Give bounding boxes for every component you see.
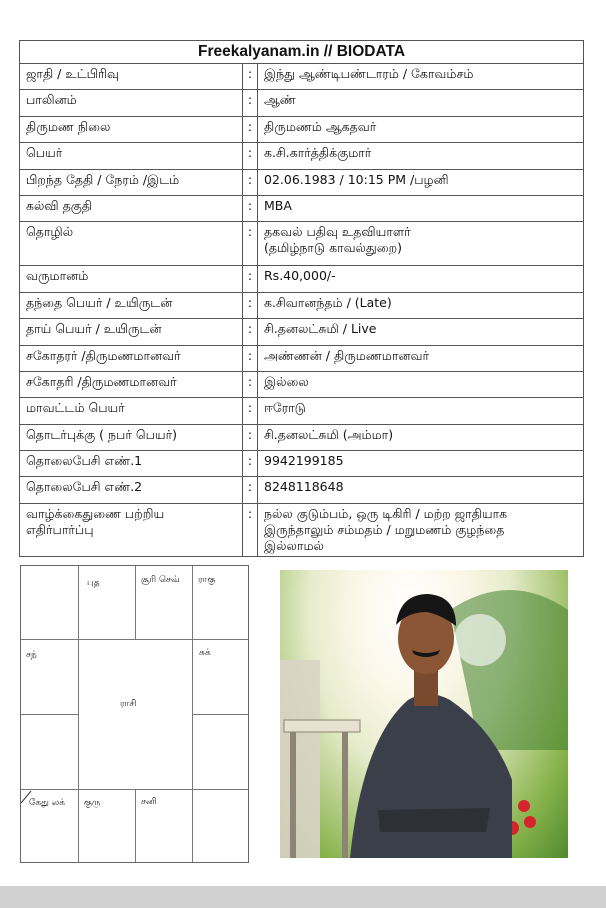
field-label: திருமண நிலை — [20, 116, 243, 142]
chart-line — [135, 789, 136, 862]
chart-line — [135, 566, 136, 639]
field-value: MBA — [258, 195, 584, 221]
field-label: பிறந்த தேதி / நேரம் /இடம் — [20, 169, 243, 195]
table-row — [20, 477, 584, 503]
field-separator: : — [243, 319, 258, 345]
house-9-planets: கேது லக் — [29, 798, 66, 808]
table-row — [20, 195, 584, 221]
field-label: சகோதரர் /திருமணமானவர் — [20, 345, 243, 371]
chart-line — [21, 714, 78, 715]
table-row — [20, 222, 584, 266]
field-label: மாவட்டம் பெயர் — [20, 398, 243, 424]
rasi-chart — [20, 565, 249, 863]
table-row — [20, 64, 584, 90]
field-label: தொலைபேசி எண்.2 — [20, 477, 243, 503]
field-value: ஈரோடு — [258, 398, 584, 424]
field-separator: : — [243, 266, 258, 292]
groom-photo-icon — [280, 570, 568, 858]
house-7-planets: சனி — [141, 797, 157, 807]
field-separator: : — [243, 64, 258, 90]
field-value: க.சி.கார்த்திக்குமார் — [258, 143, 584, 169]
field-separator: : — [243, 292, 258, 318]
field-label: ஜாதி / உட்பிரிவு — [20, 64, 243, 90]
table-row — [20, 90, 584, 116]
table-row — [20, 503, 584, 556]
field-value: இந்து ஆண்டிபண்டாரம் / கோவம்சம் — [258, 64, 584, 90]
field-label: தொடர்புக்கு ( நபர் பெயர்) — [20, 424, 243, 450]
field-separator: : — [243, 398, 258, 424]
field-value: ஆண் — [258, 90, 584, 116]
table-row — [20, 451, 584, 477]
field-value: சி.தனலட்சுமி (அம்மா) — [258, 424, 584, 450]
field-separator: : — [243, 143, 258, 169]
field-separator: : — [243, 222, 258, 266]
table-row — [20, 424, 584, 450]
footer-bar — [0, 886, 606, 908]
chart-center-label: ராசி — [120, 699, 137, 709]
profile-photo — [280, 570, 568, 858]
field-value: அண்ணன் / திருமணமானவர் — [258, 345, 584, 371]
field-value: திருமணம் ஆகதவர் — [258, 116, 584, 142]
chart-line — [21, 639, 248, 640]
field-value: க.சிவானந்தம் / (Late) — [258, 292, 584, 318]
field-label: தொழில் — [20, 222, 243, 266]
house-12-planets: சந் — [26, 650, 37, 660]
field-label: தந்தை பெயர் / உயிருடன் — [20, 292, 243, 318]
field-separator: : — [243, 477, 258, 503]
chart-line — [78, 566, 79, 862]
field-separator: : — [243, 116, 258, 142]
table-row — [20, 292, 584, 318]
table-row — [20, 371, 584, 397]
field-separator: : — [243, 169, 258, 195]
field-label: தாய் பெயர் / உயிருடன் — [20, 319, 243, 345]
house-2-planets: புத — [87, 578, 100, 588]
field-value: நல்ல குடும்பம், ஒரு டிகிரி / மற்ற ஜாதியாக இருந்தாலும் சம்மதம் / மறுமணம் குழந்தை இல்லாமல் — [258, 503, 584, 556]
chart-line — [192, 566, 193, 862]
field-label: கல்வி தகுதி — [20, 195, 243, 221]
field-separator: : — [243, 451, 258, 477]
table-row — [20, 266, 584, 292]
house-8-planets: குரு — [84, 798, 101, 808]
page-title: Freekalyanam.in // BIODATA — [20, 41, 584, 64]
house-3-planets: சூரி செவ் — [141, 575, 180, 585]
field-separator: : — [243, 371, 258, 397]
field-label: தொலைபேசி எண்.1 — [20, 451, 243, 477]
field-value: 9942199185 — [258, 451, 584, 477]
field-value: இல்லை — [258, 371, 584, 397]
biodata-table — [19, 40, 584, 557]
field-separator: : — [243, 345, 258, 371]
field-value: தகவல் பதிவு உதவியாளர் (தமிழ்நாடு காவல்துறை) — [258, 222, 584, 266]
field-label: வருமானம் — [20, 266, 243, 292]
chart-line — [192, 714, 248, 715]
field-label: பெயர் — [20, 143, 243, 169]
field-label: பாலினம் — [20, 90, 243, 116]
field-value: Rs.40,000/- — [258, 266, 584, 292]
field-label: சகோதரி /திருமணமானவர் — [20, 371, 243, 397]
table-row — [20, 319, 584, 345]
table-row — [20, 345, 584, 371]
table-row — [20, 116, 584, 142]
field-separator: : — [243, 503, 258, 556]
field-value: சி.தனலட்சுமி / Live — [258, 319, 584, 345]
field-separator: : — [243, 424, 258, 450]
table-row — [20, 143, 584, 169]
field-value: 02.06.1983 / 10:15 PM /பழனி — [258, 169, 584, 195]
house-4-planets: ராகு — [198, 575, 216, 585]
field-label: வாழ்க்கைதுணை பற்றிய எதிர்பார்ப்பு — [20, 503, 243, 556]
house-5-planets: சுக் — [199, 648, 211, 658]
field-value: 8248118648 — [258, 477, 584, 503]
table-row — [20, 169, 584, 195]
table-row — [20, 398, 584, 424]
field-separator: : — [243, 195, 258, 221]
field-separator: : — [243, 90, 258, 116]
